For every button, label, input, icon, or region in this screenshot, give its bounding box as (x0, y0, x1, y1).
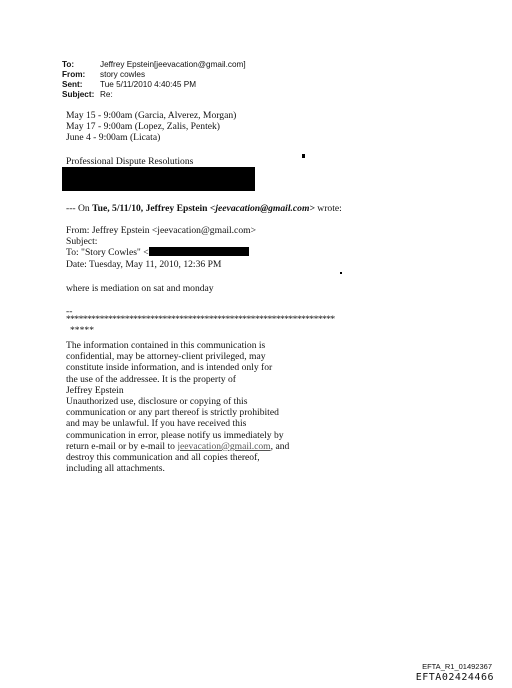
separator-dash: -- (66, 306, 73, 317)
disclaimer-link-prefix: return e-mail or by e-mail to (66, 440, 178, 452)
from-label: From: (62, 70, 86, 79)
schedule-line: May 15 - 9:00am (Garcia, Alverez, Morgan) (66, 110, 237, 121)
quoted-body: where is mediation on sat and monday (66, 283, 214, 294)
email-header (62, 60, 246, 100)
disclaimer (66, 340, 289, 474)
email-link[interactable]: jeevacation@gmail.com (177, 440, 271, 452)
bates-number-small: EFTA_R1_01492367 (422, 662, 492, 671)
to-label: To: (62, 60, 75, 69)
disclaimer-line: Unauthorized use, disclosure or copying of this (66, 396, 248, 408)
redaction-inline (149, 247, 249, 256)
schedule-line: May 17 - 9:00am (Lopez, Zalis, Pentek) (66, 121, 220, 133)
quote-intro-suffix: wrote: (314, 203, 342, 214)
subject-label: Subject: (62, 90, 95, 99)
quote-intro (66, 203, 342, 214)
quoted-to (66, 247, 256, 258)
disclaimer-line: and may be unlawful. If you have received this (66, 418, 247, 430)
from-value: story cowles (100, 70, 146, 79)
quoted-to-text: To: "Story Cowles" < (66, 247, 149, 259)
disclaimer-line: communication in error, please notify us immediately by (66, 429, 284, 441)
signature-text: Professional Dispute Resolutions (66, 156, 194, 167)
header-subject-row (62, 90, 246, 100)
disclaimer-line: confidential, may be attorney-client privileged, may (66, 351, 266, 363)
schedule-list (66, 110, 236, 144)
quoted-date: Date: Tuesday, May 11, 2010, 12:36 PM (66, 258, 222, 270)
separator-stars: **************************************************************** (66, 314, 335, 325)
header-from-row (62, 70, 246, 80)
quoted-header (66, 225, 256, 270)
quote-intro-email: <jeevacation@gmail.com> (209, 203, 315, 214)
scan-mark (340, 272, 342, 274)
sent-value: Tue 5/11/2010 4:40:45 PM (100, 80, 197, 89)
quote-intro-prefix: --- On (66, 203, 93, 214)
quoted-subject: Subject: (66, 236, 98, 248)
disclaimer-link-suffix: , and (270, 440, 290, 452)
schedule-line: June 4 - 9:00am (Licata) (66, 132, 161, 144)
subject-value: Re: (100, 90, 113, 99)
disclaimer-line: the use of the addressee. It is the property of (66, 373, 236, 385)
separator-stars-short: ***** (70, 325, 94, 336)
header-to-row (62, 60, 246, 70)
sent-label: Sent: (62, 80, 83, 89)
quote-intro-date: Tue, 5/11/10, Jeffrey Epstein (92, 203, 210, 214)
disclaimer-line: constitute inside information, and is intended only for (66, 362, 273, 374)
redaction-box (62, 167, 255, 191)
header-sent-row (62, 80, 246, 90)
disclaimer-line: The information contained in this communication is (66, 340, 266, 351)
bates-number-large: EFTA02424466 (415, 672, 494, 683)
disclaimer-line: Jeffrey Epstein (66, 384, 124, 396)
scan-mark (302, 154, 305, 158)
to-value: Jeffrey Epstein[jeevacation@gmail.com] (100, 60, 246, 69)
disclaimer-line: including all attachments. (66, 463, 165, 475)
quoted-from: From: Jeffrey Epstein <jeevacation@gmail.com> (66, 225, 256, 236)
disclaimer-line: destroy this communication and all copies thereof, (66, 452, 260, 464)
disclaimer-line (66, 441, 289, 452)
disclaimer-line: communication or any part thereof is strictly prohibited (66, 407, 279, 419)
